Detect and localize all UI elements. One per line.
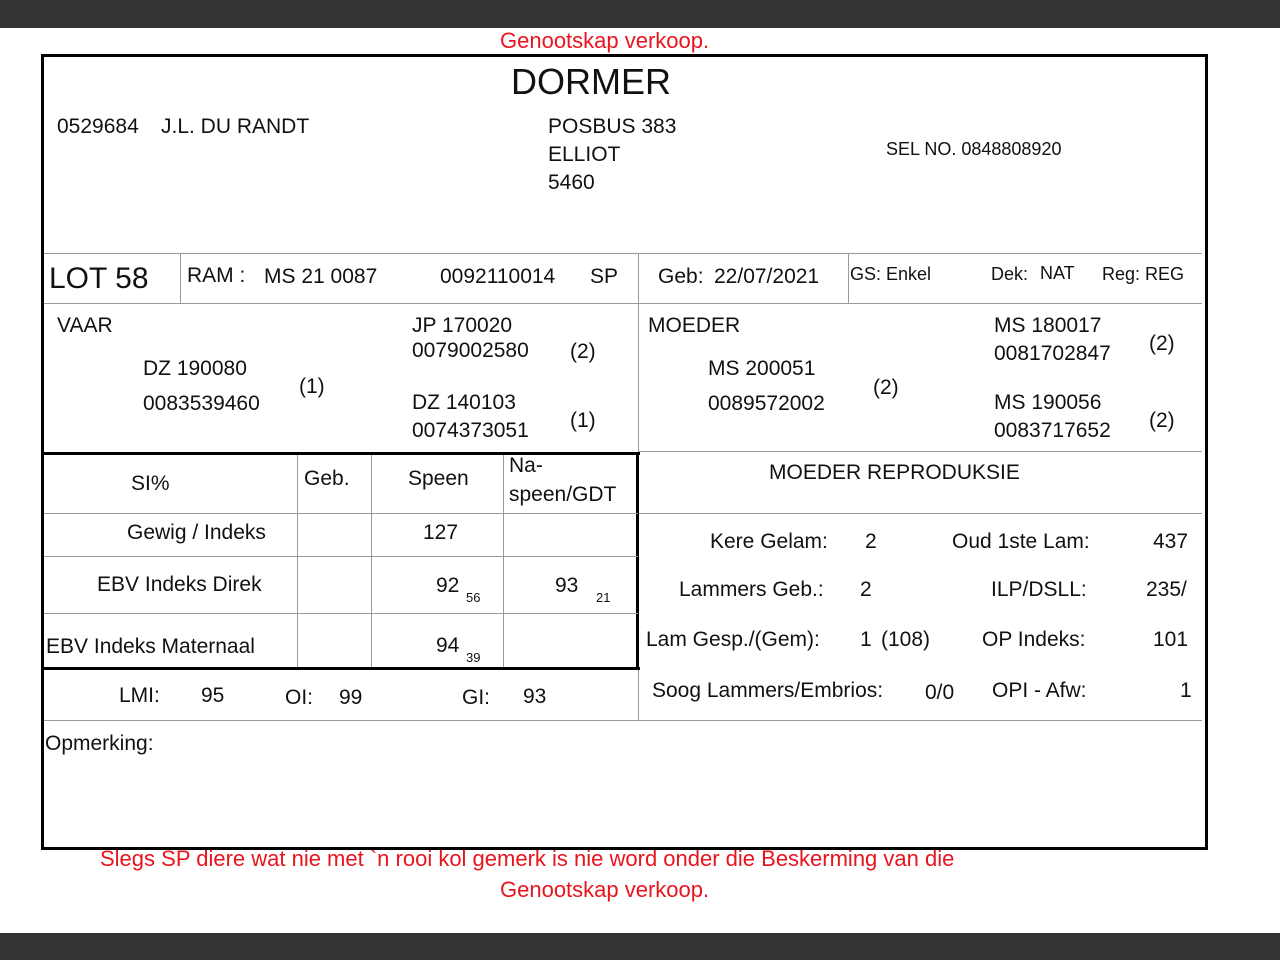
divider — [44, 720, 1202, 721]
lot-number: LOT 58 — [49, 262, 149, 295]
divider — [44, 613, 638, 614]
ram-id: MS 21 0087 — [264, 265, 378, 288]
dam-sire-id: MS 180017 — [994, 314, 1102, 337]
op-index-value: 101 — [1153, 628, 1189, 651]
speen-header: Speen — [408, 467, 469, 490]
geb-header: Geb. — [304, 467, 350, 490]
sp-status: SP — [590, 265, 619, 288]
gi-value: 93 — [523, 685, 547, 708]
opi-deviation-label: OPI - Afw: — [992, 679, 1087, 702]
oi-value: 99 — [339, 686, 363, 709]
divider — [638, 513, 1202, 514]
sire-id: DZ 190080 — [143, 357, 247, 380]
dam-dam-id: MS 190056 — [994, 391, 1102, 414]
lambs-weaned-average: (108) — [881, 628, 931, 651]
address-line: ELLIOT — [548, 143, 621, 166]
weight-speen-value: 127 — [423, 521, 459, 544]
sire-heading: VAAR — [57, 314, 113, 337]
remarks-label: Opmerking: — [45, 732, 154, 755]
ilp-value: 235/ — [1146, 578, 1187, 601]
mating-value: NAT — [1040, 263, 1075, 283]
oi-label: OI: — [285, 686, 314, 709]
first-lamb-age-value: 437 — [1153, 530, 1189, 553]
divider — [848, 253, 849, 303]
si-table-border — [44, 452, 640, 455]
address-line: POSBUS 383 — [548, 115, 677, 138]
registration-type: Reg: REG — [1102, 264, 1185, 284]
phone-number: SEL NO. 0848808920 — [886, 139, 1062, 159]
dam-sire-mark: (2) — [1149, 332, 1175, 355]
dam-mark: (2) — [873, 376, 899, 399]
sire-sire-id: JP 170020 — [412, 314, 513, 337]
sire-sire-number: 0079002580 — [412, 339, 529, 362]
ram-label: RAM : — [187, 264, 246, 287]
lambings-value: 2 — [865, 530, 877, 553]
birth-status: GS: Enkel — [850, 264, 932, 284]
ilp-label: ILP/DSLL: — [991, 578, 1087, 601]
ebv-direct-speen-value: 92 — [436, 574, 460, 597]
gi-label: GI: — [462, 686, 491, 709]
dam-id: MS 200051 — [708, 357, 816, 380]
top-red-notice: Genootskap verkoop. — [500, 28, 710, 53]
sire-dam-mark: (1) — [570, 409, 596, 432]
row-label-weight: Gewig / Indeks — [127, 521, 266, 544]
address-line: 5460 — [548, 171, 595, 194]
lambs-weaned-value: 1 — [860, 628, 872, 651]
si-table-border — [636, 452, 639, 670]
opi-deviation-value: 1 — [1180, 679, 1192, 702]
divider — [44, 513, 638, 514]
divider — [44, 253, 1202, 254]
breeder-code: 0529684 — [57, 115, 139, 138]
dam-number: 0089572002 — [708, 392, 825, 415]
sire-dam-id: DZ 140103 — [412, 391, 516, 414]
suckling-lambs-value: 0/0 — [925, 681, 955, 704]
birth-label: Geb: — [658, 265, 704, 288]
footer-notice-line2: Genootskap verkoop. — [500, 877, 710, 902]
lambs-born-label: Lammers Geb.: — [679, 578, 824, 601]
divider — [371, 455, 372, 667]
sire-dam-number: 0074373051 — [412, 419, 529, 442]
naspeen-header: Na- — [509, 454, 543, 477]
naspeen-header-line2: speen/GDT — [509, 483, 617, 506]
dam-sire-number: 0081702847 — [994, 342, 1111, 365]
ebv-maternal-speen-accuracy: 39 — [466, 650, 481, 665]
op-index-label: OP Indeks: — [982, 628, 1086, 651]
lmi-value: 95 — [201, 684, 225, 707]
divider — [638, 451, 1202, 452]
dam-heading: MOEDER — [648, 314, 741, 337]
top-dark-bar — [0, 0, 1280, 28]
dam-dam-number: 0083717652 — [994, 419, 1111, 442]
si-header: SI% — [131, 472, 170, 495]
divider — [44, 303, 1202, 304]
footer-notice-line1: Slegs SP diere wat nie met `n rooi kol gemerk is nie word onder die Beskerming van die — [100, 846, 955, 871]
birth-date: 22/07/2021 — [714, 265, 820, 288]
divider — [180, 253, 181, 303]
lambs-weaned-label: Lam Gesp./(Gem): — [646, 628, 820, 651]
row-label-ebv-direct: EBV Indeks Direk — [97, 573, 262, 596]
row-label-ebv-maternal: EBV Indeks Maternaal — [46, 635, 255, 658]
lmi-label: LMI: — [119, 684, 160, 707]
breed-title: DORMER — [511, 61, 671, 102]
mating-label: Dek: — [991, 264, 1029, 284]
lambs-born-value: 2 — [860, 578, 872, 601]
bottom-dark-bar — [0, 933, 1280, 960]
dam-dam-mark: (2) — [1149, 409, 1175, 432]
registration-number: 0092110014 — [440, 265, 556, 288]
divider — [503, 455, 504, 667]
sire-sire-mark: (2) — [570, 340, 596, 363]
sire-mark: (1) — [299, 375, 325, 398]
breeder-name: J.L. DU RANDT — [161, 115, 310, 138]
ebv-direct-speen-accuracy: 56 — [466, 590, 481, 605]
sire-number: 0083539460 — [143, 392, 260, 415]
ebv-direct-naspeen-accuracy: 21 — [596, 590, 611, 605]
ebv-maternal-speen-value: 94 — [436, 634, 460, 657]
lambings-label: Kere Gelam: — [710, 530, 828, 553]
first-lamb-age-label: Oud 1ste Lam: — [952, 530, 1090, 553]
reproduction-title: MOEDER REPRODUKSIE — [769, 461, 1020, 484]
suckling-lambs-label: Soog Lammers/Embrios: — [652, 679, 884, 702]
divider — [44, 556, 638, 557]
si-table-border — [44, 667, 640, 670]
divider — [297, 455, 298, 667]
ebv-direct-naspeen-value: 93 — [555, 574, 579, 597]
